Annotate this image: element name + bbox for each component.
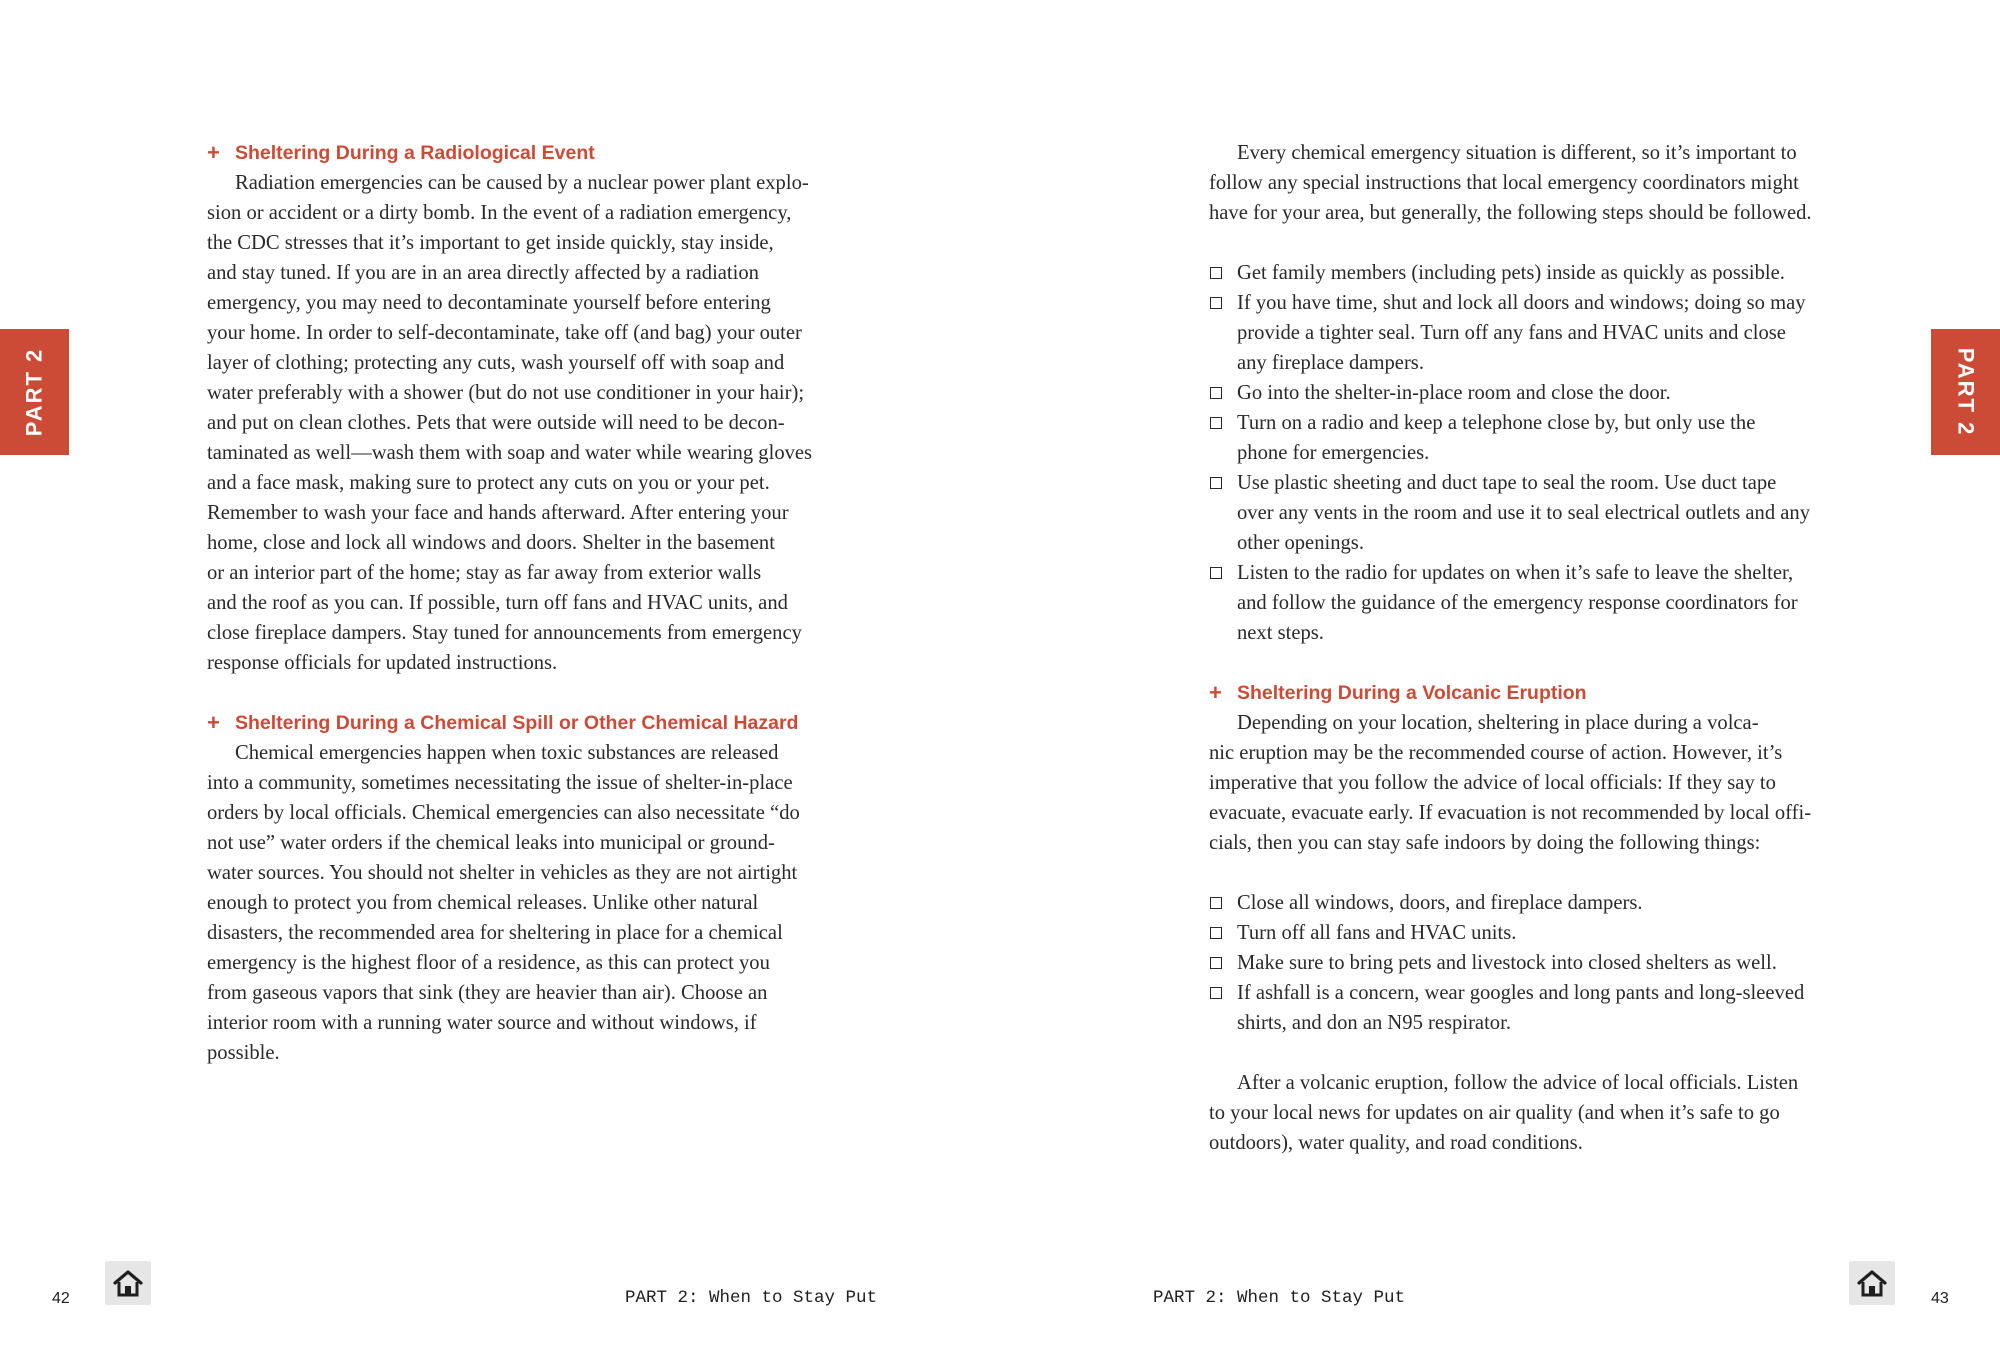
checklist-item bbox=[1209, 258, 1853, 288]
text-line: home, close and lock all windows and doors. Shelter in the basement bbox=[207, 532, 775, 554]
checkbox-icon bbox=[1210, 477, 1222, 489]
text-line: emergency is the highest floor of a residence, as this can protect you bbox=[207, 952, 770, 974]
text-line: from gaseous vapors that sink (they are heavier than air). Choose an bbox=[207, 982, 768, 1004]
chemical-intro-paragraph bbox=[1209, 138, 1853, 228]
text-line: water sources. You should not shelter in vehicles as they are not airtight bbox=[207, 862, 798, 884]
text-line: layer of clothing; protecting any cuts, wash yourself off with soap and bbox=[207, 352, 785, 374]
checkbox-icon bbox=[1210, 897, 1222, 909]
part-tab-left bbox=[0, 329, 69, 455]
volcano-checklist bbox=[1209, 888, 1853, 1038]
checklist-item bbox=[1209, 408, 1853, 468]
left-column bbox=[207, 138, 853, 1068]
checklist-item-text: provide a tighter seal. Turn off any fans and HVAC units and close bbox=[1237, 322, 1786, 344]
checklist-item-text: Go into the shelter-in-place room and close the door. bbox=[1237, 382, 1671, 404]
text-line: nic eruption may be the recommended course of action. However, it’s bbox=[1209, 742, 1783, 764]
checkbox-icon bbox=[1210, 417, 1222, 429]
section-body-volcanic bbox=[1209, 708, 1853, 858]
text-line: and the roof as you can. If possible, turn off fans and HVAC units, and bbox=[207, 592, 788, 614]
text-line: to your local news for updates on air quality (and when it’s safe to go bbox=[1209, 1102, 1780, 1124]
running-footer: PART 2: When to Stay Put bbox=[625, 1288, 878, 1308]
checklist-item-text: and follow the guidance of the emergency response coordinators for bbox=[1237, 592, 1798, 614]
checkbox-icon bbox=[1210, 267, 1222, 279]
text-line: After a volcanic eruption, follow the advice of local officials. Listen bbox=[1237, 1072, 1799, 1094]
checkbox-icon bbox=[1210, 297, 1222, 309]
text-line: evacuate, evacuate early. If evacuation is not recommended by local offi- bbox=[1209, 802, 1812, 824]
checklist-item bbox=[1209, 918, 1853, 948]
checkbox-icon bbox=[1210, 927, 1222, 939]
checklist-item-text: next steps. bbox=[1237, 622, 1324, 644]
home-icon-button[interactable] bbox=[1849, 1261, 1895, 1305]
checklist-item-text: Use plastic sheeting and duct tape to seal the room. Use duct tape bbox=[1237, 472, 1777, 494]
checklist-item-text: Turn off all fans and HVAC units. bbox=[1237, 922, 1517, 944]
closing-paragraph bbox=[1209, 1068, 1853, 1158]
checkbox-icon bbox=[1210, 987, 1222, 999]
text-line: the CDC stresses that it’s important to get inside quickly, stay inside, bbox=[207, 232, 774, 254]
checklist-item bbox=[1209, 948, 1853, 978]
text-line: Every chemical emergency situation is different, so it’s important to bbox=[1237, 142, 1797, 164]
checklist-item bbox=[1209, 288, 1853, 378]
text-line: or an interior part of the home; stay as far away from exterior walls bbox=[207, 562, 762, 584]
checklist-item-text: If ashfall is a concern, wear googles and long pants and long-sleeved bbox=[1237, 982, 1805, 1004]
page-number: 42 bbox=[52, 1290, 70, 1307]
checklist-item-text: Get family members (including pets) inside as quickly as possible. bbox=[1237, 262, 1785, 284]
text-line: outdoors), water quality, and road conditions. bbox=[1209, 1132, 1583, 1154]
text-line: sion or accident or a dirty bomb. In the event of a radiation emergency, bbox=[207, 202, 792, 224]
text-line: have for your area, but generally, the following steps should be followed. bbox=[1209, 202, 1812, 224]
text-line: follow any special instructions that local emergency coordinators might bbox=[1209, 172, 1799, 194]
text-line: and put on clean clothes. Pets that were outside will need to be decon- bbox=[207, 412, 785, 434]
text-line: not use” water orders if the chemical leaks into municipal or ground- bbox=[207, 832, 775, 854]
checklist-item bbox=[1209, 888, 1853, 918]
section-heading-chemical: + Sheltering During a Chemical Spill or Other Chemical Hazard bbox=[207, 708, 853, 738]
checklist-item-text: Close all windows, doors, and fireplace dampers. bbox=[1237, 892, 1643, 914]
part-tab-right bbox=[1931, 329, 2000, 455]
chemical-checklist bbox=[1209, 258, 1853, 648]
text-line: cials, then you can stay safe indoors by doing the following things: bbox=[1209, 832, 1761, 854]
checklist-item-text: shirts, and don an N95 respirator. bbox=[1237, 1012, 1511, 1034]
plus-icon: + bbox=[1209, 680, 1222, 705]
checkbox-icon bbox=[1210, 957, 1222, 969]
checkbox-icon bbox=[1210, 387, 1222, 399]
checklist-item-text: Turn on a radio and keep a telephone close by, but only use the bbox=[1237, 412, 1756, 434]
text-line: Chemical emergencies happen when toxic substances are released bbox=[235, 742, 779, 764]
running-footer: PART 2: When to Stay Put bbox=[1153, 1288, 1406, 1308]
text-line: emergency, you may need to decontaminate yourself before entering bbox=[207, 292, 771, 314]
checklist-item-text: Listen to the radio for updates on when it’s safe to leave the shelter, bbox=[1237, 562, 1794, 584]
house-icon bbox=[112, 1268, 144, 1298]
text-line: into a community, sometimes necessitating the issue of shelter-in-place bbox=[207, 772, 793, 794]
text-line: taminated as well—wash them with soap and water while wearing gloves bbox=[207, 442, 813, 464]
section-heading-radiological: + Sheltering During a Radiological Event bbox=[207, 138, 853, 168]
checklist-item bbox=[1209, 378, 1853, 408]
text-line: and a face mask, making sure to protect any cuts on you or your pet. bbox=[207, 472, 770, 494]
checklist-item-text: any fireplace dampers. bbox=[1237, 352, 1424, 374]
checklist-item-text: phone for emergencies. bbox=[1237, 442, 1430, 464]
section-body-chemical bbox=[207, 738, 853, 1068]
section-body-radiological bbox=[207, 168, 853, 678]
text-line: interior room with a running water source and without windows, if bbox=[207, 1012, 757, 1034]
checklist-item bbox=[1209, 468, 1853, 558]
checklist-item bbox=[1209, 558, 1853, 648]
part-tab-label: PART 2 bbox=[1953, 347, 1979, 437]
checkbox-icon bbox=[1210, 567, 1222, 579]
text-line: possible. bbox=[207, 1042, 280, 1064]
checklist-item-text: If you have time, shut and lock all doors and windows; doing so may bbox=[1237, 292, 1806, 314]
text-line: and stay tuned. If you are in an area directly affected by a radiation bbox=[207, 262, 759, 284]
checklist-item-text: over any vents in the room and use it to seal electrical outlets and any bbox=[1237, 502, 1811, 524]
plus-icon: + bbox=[207, 710, 220, 735]
text-line: water preferably with a shower (but do not use conditioner in your hair); bbox=[207, 382, 805, 404]
text-line: disasters, the recommended area for sheltering in place for a chemical bbox=[207, 922, 783, 944]
text-line: enough to protect you from chemical releases. Unlike other natural bbox=[207, 892, 759, 914]
checklist-item bbox=[1209, 978, 1853, 1038]
part-tab-label: PART 2 bbox=[21, 347, 47, 437]
section-heading-volcanic: + Sheltering During a Volcanic Eruption bbox=[1209, 678, 1853, 708]
home-icon-button[interactable] bbox=[105, 1261, 151, 1305]
text-line: your home. In order to self-decontaminate, take off (and bag) your outer bbox=[207, 322, 802, 344]
text-line: Radiation emergencies can be caused by a nuclear power plant explo- bbox=[235, 172, 809, 194]
checklist-item-text: Make sure to bring pets and livestock into closed shelters as well. bbox=[1237, 952, 1777, 974]
plus-icon: + bbox=[207, 140, 220, 165]
text-line: Remember to wash your face and hands afterward. After entering your bbox=[207, 502, 789, 524]
house-icon bbox=[1856, 1268, 1888, 1298]
checklist-item-text: other openings. bbox=[1237, 532, 1364, 554]
text-line: orders by local officials. Chemical emergencies can also necessitate “do bbox=[207, 802, 800, 824]
page-number: 43 bbox=[1931, 1290, 1949, 1307]
right-page bbox=[1000, 0, 2000, 1357]
right-column bbox=[1209, 138, 1853, 1158]
text-line: Depending on your location, sheltering in place during a volca- bbox=[1237, 712, 1759, 734]
text-line: response officials for updated instructions. bbox=[207, 652, 558, 674]
text-line: imperative that you follow the advice of local officials: If they say to bbox=[1209, 772, 1776, 794]
text-line: close fireplace dampers. Stay tuned for announcements from emergency bbox=[207, 622, 802, 644]
